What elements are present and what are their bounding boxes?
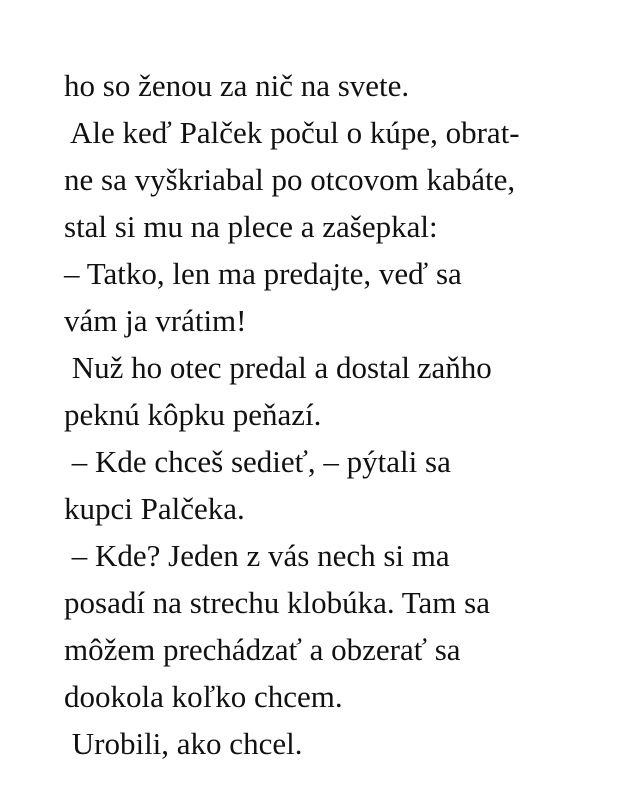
text-line: ho so ženou za nič na svete. xyxy=(64,68,410,103)
text-line: Nuž ho otec predal a dostal zaňho xyxy=(64,350,492,385)
text-line: – Kde chceš sedieť, – pýtali sa xyxy=(64,444,451,479)
text-line: môžem prechádzať a obzerať sa xyxy=(64,632,461,667)
text-line: Ale keď Palček počul o kúpe, obrat- xyxy=(64,115,520,150)
text-line: dookola koľko chcem. xyxy=(64,679,343,714)
text-line: vám ja vrátim! xyxy=(64,303,247,338)
text-line: posadí na strechu klobúka. Tam sa xyxy=(64,585,490,620)
text-line: – Kde? Jeden z vás nech si ma xyxy=(64,538,450,573)
text-line: peknú kôpku peňazí. xyxy=(64,397,322,432)
text-line: stal si mu na plece a zašepkal: xyxy=(64,209,438,244)
text-line: kupci Palčeka. xyxy=(64,491,245,526)
text-line: Urobili, ako chcel. xyxy=(64,726,303,761)
story-text xyxy=(64,62,604,767)
text-line: ne sa vyškriabal po otcovom kabáte, xyxy=(64,162,516,197)
text-line: – Tatko, len ma predajte, veď sa xyxy=(64,256,462,291)
